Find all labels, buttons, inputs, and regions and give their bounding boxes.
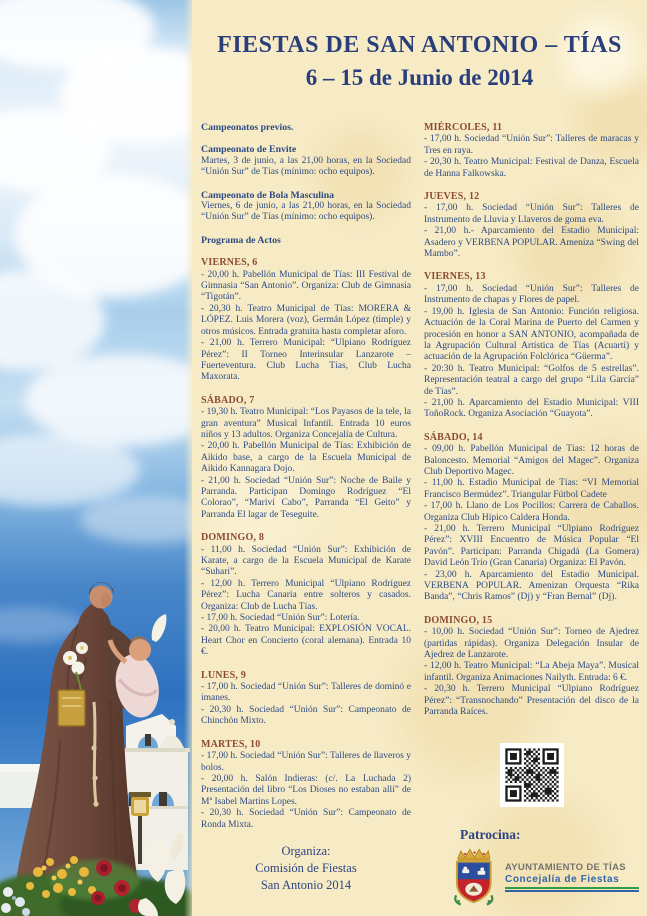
poster-header xyxy=(192,32,647,91)
day-heading: MIÉRCOLES, 11 xyxy=(424,122,503,133)
event-item: - 17,00 h. Llano de Los Pocillos: Carrera de Caballos. Organiza Club Hípico Caldera Honda. xyxy=(424,501,639,523)
day-section-lunes-9 xyxy=(201,670,411,728)
event-item: - 11,00 h. Estadio Municipal de Tías: “VI Memorial Francisco Bermúdez”. Triangular Fútbol Cadete xyxy=(424,478,639,500)
san-antonio-statue-photo xyxy=(0,0,192,916)
previos-heading: Campeonatos previos. xyxy=(201,122,294,133)
event-item: - 17,00 h. Sociedad “Unión Sur”: Lotería. xyxy=(201,613,360,624)
day-section-martes-10 xyxy=(201,739,411,831)
day-section-sabado-7 xyxy=(201,395,411,521)
event-item: - 19,30 h. Teatro Municipal: “Los Payasos de la tele, la gran aventura” Musical Infantil. Entrada 10 euros niños y 13 adultos. Organiza Concejalía de Cultura. xyxy=(201,407,411,440)
day-heading: DOMINGO, 8 xyxy=(201,532,265,544)
event-item: - 20,00 h. Pabellón Municipal de Tías: Exhibición de Aikido base, a cargo de la Escuela Municipal de Aikido Kannagara Dojo. xyxy=(201,441,411,475)
day-section-sabado-14 xyxy=(424,432,639,604)
event-item: - 12,00 h. Terrero Municipal “Ulpiano Rodríguez Pérez”: Lucha Canaria entre solteros y casados. Organiza: Club de Lucha Tías. xyxy=(201,578,411,612)
day-section-domingo-15 xyxy=(424,615,639,719)
council-text xyxy=(505,862,639,892)
day-heading: SÁBADO, 14 xyxy=(424,431,483,443)
event-item: - 17,00 h. Sociedad “Unión Sur”: Talleres de llaveros y bolos. xyxy=(201,751,411,773)
patrocina-label: Patrocina: xyxy=(460,827,521,842)
event-item: - 21,00 h. Terrero Municipal “Ulpiano Rodríguez Pérez”: XVIII Encuentro de Música Popular “El Pavón”. Participan: Parranda Chigadá (La Gomera) David León Trío (Gran Canaria) Organiza: El Pavón. xyxy=(424,524,639,569)
championship-name: Campeonato de Envite xyxy=(201,144,297,156)
event-item: - 23,00 h. Aparcamiento del Estadio Municipal. VERBENA POPULAR. Amenizan Orquesta “Rika Banda”, “Chris Ramos” (Dj) y “Fran Bernal” (Dj). xyxy=(424,569,639,603)
council-logo xyxy=(450,847,639,907)
day-section-miercoles-11 xyxy=(424,122,639,180)
event-item: - 12,00 h. Teatro Municipal: “La Abeja Maya”. Musical infantil. Organiza Animaciones Nailyth. Entrada: 6 €. xyxy=(424,661,639,683)
event-item: - 20,00 h. Teatro Municipal: EXPLOSIÓN VOCAL. Heart Chor en Concierto (coral alemana). Entrada 10 €. xyxy=(201,624,411,658)
day-section-jueves-12 xyxy=(424,191,639,260)
championship-details: Viernes, 6 de junio, a las 21,00 horas, en la Sociedad “Unión Sur” de Tías (mínimo: ocho equipos). xyxy=(201,201,411,223)
council-department: Concejalía de Fiestas xyxy=(505,874,620,885)
day-heading: JUEVES, 12 xyxy=(424,191,480,203)
organiza-label: Organiza: xyxy=(281,844,331,858)
event-item: - 19,00 h. Iglesia de San Antonio: Función religiosa. Actuación de la Coral Marina de Puerto del Carmen y procesión en honor a SAN ANTONIO, acompañada de la Agrupación Cultural Artística de Tías (Acuarti) y actuación de la Agrupación Folclórica “Güerma”. xyxy=(424,306,639,363)
day-heading: VIERNES, 13 xyxy=(424,271,486,283)
event-item: - 20,00 h. Salón Indieras: (c/. La Luchada 2) Presentación del libro “Los Dioses no estaban allí” de Mª Isabel Martins Lopes. xyxy=(201,773,411,807)
council-green-bar xyxy=(505,887,639,889)
tias-coat-of-arms-icon xyxy=(450,847,496,907)
event-item: - 17,00 h. Sociedad “Unión Sur”: Talleres de dominó e imanes. xyxy=(201,682,411,704)
event-item: - 11,00 h. Sociedad “Unión Sur”: Exhibición de Karate, a cargo de la Escuela Municipal de Karate “Suhari”. xyxy=(201,544,411,578)
day-heading: MARTES, 10 xyxy=(201,738,261,750)
event-item: - 21,00 h. Aparcamiento del Estadio Municipal: VIII ToñoRock. Organiza Asociación “Guayota”. xyxy=(424,397,639,420)
day-heading: VIERNES, 6 xyxy=(201,257,258,269)
council-name: AYUNTAMIENTO DE TÍAS xyxy=(505,862,626,873)
organiza-block xyxy=(201,843,411,894)
event-item: - 20,30 h. Teatro Municipal: Festival de Danza, Escuela de Hanna Falkowska. xyxy=(424,157,639,179)
poster-title: FIESTAS DE SAN ANTONIO – TÍAS xyxy=(217,32,622,58)
event-item: - 20:30 h. Teatro Municipal: “Golfos de 5 estrellas”. Representación teatral a cargo del grupo “Lila García” de Tías”. xyxy=(424,363,639,397)
day-section-viernes-13 xyxy=(424,271,639,420)
event-item: - 10,00 h. Sociedad “Unión Sur”: Torneo de Ajedrez (partidas rápidas). Organiza Delegación Insular de Ajedrez de Lanzarote. xyxy=(424,627,639,661)
event-item: - 17,00 h. Sociedad “Unión Sur”: Talleres de maracas y Tres en raya. xyxy=(424,134,639,156)
program-heading: Programa de Actos xyxy=(201,234,281,246)
day-heading: DOMINGO, 15 xyxy=(424,614,493,626)
photo-edge-fade xyxy=(184,0,196,916)
organiza-committee: Comisión de Fiestas xyxy=(255,861,357,875)
event-item: - 17,00 h. Sociedad “Unión Sur”: Talleres de Instrumento de Lluvia y Llaveros de goma eva. xyxy=(424,203,639,225)
event-item: - 21,00 h. Terrero Municipal: “Ulpiano Rodríguez Pérez”: II Torneo Interinsular Lanzarote – Fuerteventura. Club Lucha Tías, Club Lucha Maxorata. xyxy=(201,338,411,383)
event-item: - 20,30 h. Terrero Municipal “Ulpiano Rodríguez Pérez”: “Transnochando” Presentación del disco de la Parranda Raíces. xyxy=(424,684,639,718)
event-item: - 09,00 h. Pabellón Municipal de Tías: 12 horas de Baloncesto. Memorial “Amigos del Magec”. Organiza Club Deportivo Magec. xyxy=(424,444,639,477)
qr-code xyxy=(500,743,564,807)
event-item: - 20,30 h. Sociedad “Unión Sur”: Campeonato de Ronda Mixta. xyxy=(201,808,411,830)
championship-details: Martes, 3 de junio, a las 21,00 horas, en la Sociedad “Unión Sur” de Tías (mínimo: ocho equipos). xyxy=(201,155,411,178)
program-column-right xyxy=(424,122,639,719)
event-item: - 20,30 h. Sociedad “Unión Sur”: Campeonato de Chinchón Mixto. xyxy=(201,704,411,727)
council-blue-bar xyxy=(505,890,639,892)
day-heading: LUNES, 9 xyxy=(201,669,246,681)
event-item: - 20,00 h. Pabellón Municipal de Tías: III Festival de Gimnasia “San Antonio”. Organiza: Club de Gimnasia “Tigotán”. xyxy=(201,269,411,303)
event-item: - 20,30 h. Teatro Municipal de Tías: MORERA & LÓPEZ. Luis Morera (voz), Germán López (timple) y otros músicos. Entrada gratuita hasta completar aforo. xyxy=(201,303,411,337)
sponsor-block xyxy=(424,743,639,907)
event-item: - 21,00 h. Sociedad “Unión Sur”: Noche de Baile y Parranda. Participan Domingo Rodríguez “El Colorao”, “Mariví Cabo”, Parranda “El Geito” y Parranda El lagar de Teseguite. xyxy=(201,475,411,520)
poster-subtitle: 6 – 15 de Junio de 2014 xyxy=(305,65,534,90)
program-column-left xyxy=(201,122,411,831)
day-section-domingo-8 xyxy=(201,532,411,658)
event-item: - 21,00 h.- Aparcamiento del Estadio Municipal: Asadero y VERBENA POPULAR. Ameniza “Swing del Mambo”. xyxy=(424,226,639,260)
event-item: - 17,00 h. Sociedad “Unión Sur”: Talleres de Instrumento de chapas y Flores de papel. xyxy=(424,283,639,306)
day-heading: SÁBADO, 7 xyxy=(201,394,255,406)
organiza-year: San Antonio 2014 xyxy=(260,878,352,892)
championship-name: Campeonato de Bola Masculina xyxy=(201,189,335,201)
day-section-viernes-6 xyxy=(201,257,411,383)
